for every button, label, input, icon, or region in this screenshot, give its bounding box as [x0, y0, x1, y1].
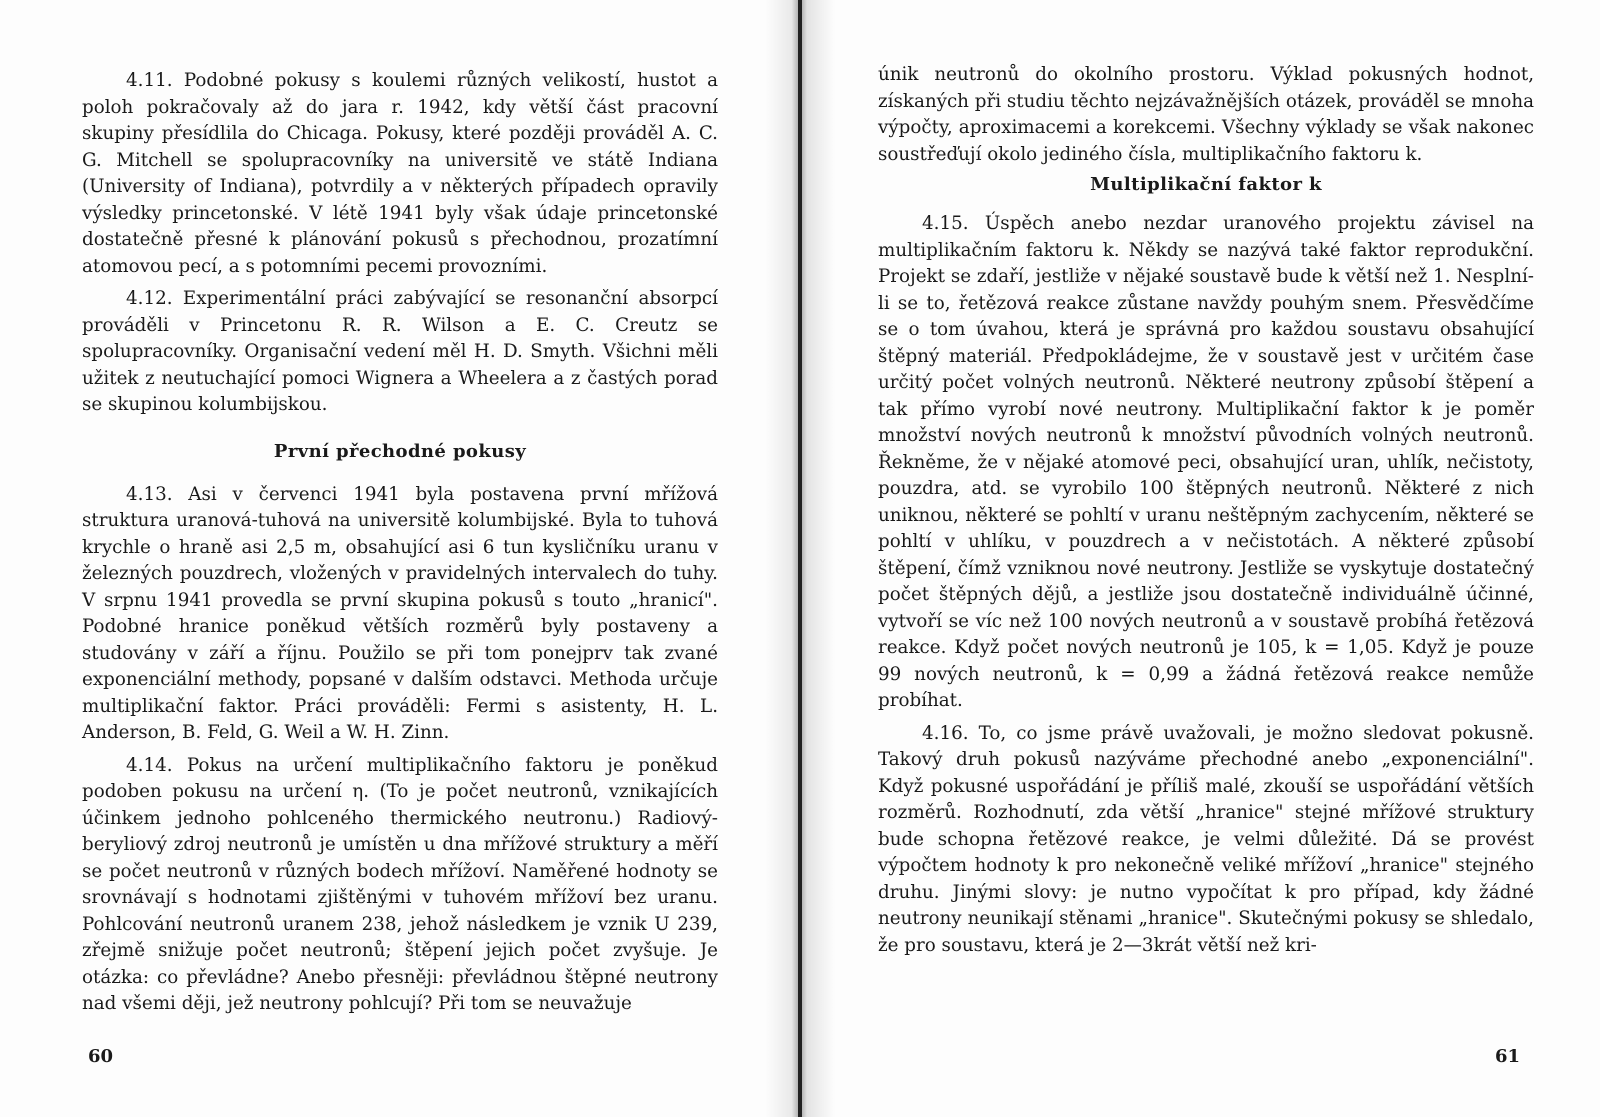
- paragraph-4-15: 4.15. Úspěch anebo nezdar uranového projektu závisel na multiplikačním faktoru k. Někdy se nazývá také faktor reprodukční. Projekt se zdaří, jestliže v nějaké soustavě bude k větší než 1. Nesplní-li se to, řetězová reakce zůstane navždy pouhým snem. Přesvědčíme se o tom úvahou, která je správná pro každou soustavu obsahující štěpný materiál. Předpokládejme, že v soustavě jest v určitém čase určitý počet volných neutronů. Některé neutrony způsobí štěpení a tak přímo vyrobí nové neutrony. Multiplikační faktor k je poměr množství nových neutronů k množství původních volných neutronů. Řekněme, že v nějaké atomové peci, obsahující uran, uhlík, nečistoty, pouzdra, atd. se vyrobilo 100 štěpných neutronů. Některé z nich uniknou, některé se pohltí v uranu neštěpným zachycením, některé se pohltí v uhlíku, v pouzdrech a v nečistotách. A některé způsobí štěpení, čímž vzniknou nové neutrony. Jestliže se vyskytuje dostatečný počet štěpných dějů, a jestliže jsou dostatečně individuálně účinné, vytvoří se víc než 100 nových neutronů a v soustavě probíhá řetězová reakce. Když počet nových neutronů je 105, k = 1,05. Když je pouze 99 nových neutronů, k = 0,99 a žádná řetězová reakce nemůže probíhat.: [878, 213, 1534, 711]
- right-page-text: [878, 62, 1534, 959]
- paragraph-4-13: 4.13. Asi v červenci 1941 byla postavena první mřížová struktura uranová-tuhová na universitě kolumbijské. Byla to tuhová krychle o hraně asi 2,5 m, obsahující asi 6 tun kysličníku uranu v železných pouzdrech, vložených v pravidelných intervalech do tuhy. V srpnu 1941 provedla se první skupina pokusů s touto „hranicí". Podobné hranice poněkud větších rozměrů byly postaveny a studovány v září a říjnu. Použilo se při tom ponejprv tak zvané exponenciální methody, popsané v dalším odstavci. Methoda určuje multiplikační faktor. Práci prováděli: Fermi s asistenty, H. L. Anderson, B. Feld, G. Weil a W. H. Zinn.: [82, 483, 718, 743]
- paragraph-4-14: 4.14. Pokus na určení multiplikačního faktoru je poněkud podoben pokusu na určení η. (To je počet neutronů, vznikajících účinkem jednoho pohlceného thermického neutronu.) Radiový-beryliový zdroj neutronů je umístěn u dna mřížové struktury a měří se počet neutronů v různých bodech mřížoví. Naměřené hodnoty se srovnávají s hodnotami zjištěnými v tuhovém mřížoví bez uranu. Pohlcování neutronů uranem 238, jehož následkem je vznik U 239, zřejmě snižuje počet neutronů; štěpení jejich počet zvyšuje. Je otázka: co převládne? Anebo přesněji: převládnou štěpné neutrony nad všemi ději, jež neutrony pohlcují? Při tom se neuvažuje: [82, 754, 718, 1014]
- page-number-left: 60: [88, 1046, 114, 1067]
- continued-paragraph: únik neutronů do okolního prostoru. Výklad pokusných hodnot, získaných při studiu těchto nejzávažnějších otázek, prováděl se mnoha výpočty, aproximacemi a korekcemi. Všechny výklady se však nakonec soustřeďují okolo jediného čísla, multiplikačního faktoru k.: [878, 64, 1534, 165]
- paragraph-4-12: 4.12. Experimentální práci zabývající se resonanční absorpcí prováděli v Princetonu R. R. Wilson a E. C. Creutz se spolupracovníky. Organisační vedení měl H. D. Smyth. Všichni měli užitek z neutuchající pomoci Wignera a Wheelera a z častých porad se skupinou kolumbijskou.: [82, 288, 718, 415]
- paragraph-4-16: 4.16. To, co jsme právě uvažovali, je možno sledovat pokusně. Takový druh pokusů nazýváme přechodné anebo „exponenciální". Když pokusné uspořádání je příliš malé, zkouší se uspořádání větších rozměrů. Rozhodnutí, zda větší „hranice" stejné mřížové struktury bude schopna řetězové reakce, je velmi důležité. Dá se provést výpočtem hodnoty k pro nekonečně veliké mřížoví „hranice" stejného druhu. Jinými slovy: je nutno vypočítat k pro případ, kdy žádné neutrony neunikají stěnami „hranice". Skutečnými pokusy se shledalo, že pro soustavu, která je 2—3krát větší než kri-: [878, 722, 1534, 956]
- right-page: [800, 0, 1600, 1117]
- paragraph-4-11: 4.11. Podobné pokusy s koulemi různých velikostí, hustot a poloh pokračovaly až do jara r. 1942, kdy větší část pracovní skupiny přesídlila do Chicaga. Pokusy, které později prováděl A. C. G. Mitchell se spolupracovníky na universitě ve státě Indiana (University of Indiana), potvrdily a v některých případech opravily výsledky princetonské. V létě 1941 byly však údaje princetonské dostatečně přesné k plánování pokusů s přechodnou, prozatímní atomovou pecí, a s potomními pecemi provozními.: [82, 70, 718, 277]
- section-heading-first-experiments: První přechodné pokusy: [273, 440, 527, 462]
- page-number-right: 61: [1494, 1046, 1520, 1067]
- section-heading-multiplication-factor: Multiplikační faktor k: [1090, 174, 1322, 195]
- left-page-text: [82, 68, 718, 1018]
